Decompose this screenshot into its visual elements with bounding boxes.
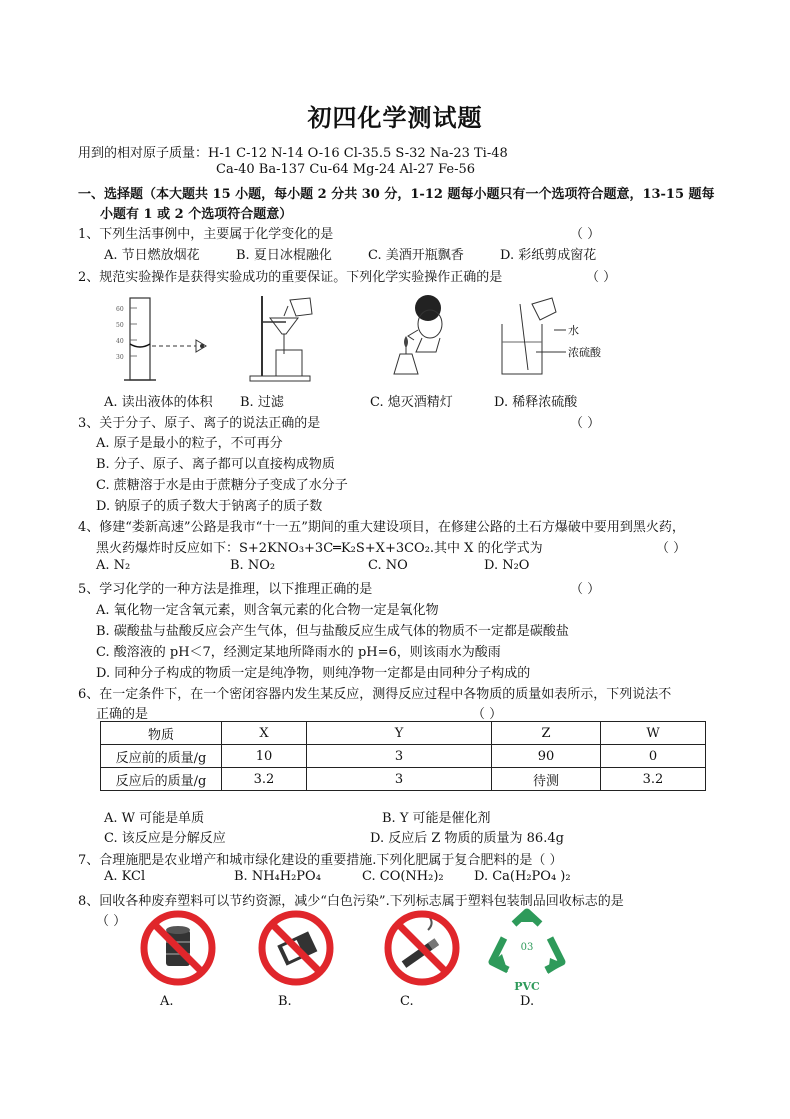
- q3-option-d: D. 钠原子的质子数大于钠离子的质子数: [96, 499, 323, 514]
- no-matches-sign-icon: [256, 908, 336, 988]
- table-header-cell: Y: [307, 722, 492, 745]
- q5-stem: 5、学习化学的一种方法是推理，以下推理正确的是: [78, 582, 373, 597]
- q4-stem-line-2: 黑火药爆炸时反应如下：S+2KNO₃+3C═K₂S+X+3CO₂.其中 X 的化学式为: [96, 541, 543, 556]
- svg-text:30: 30: [116, 354, 124, 361]
- q5-option-b: B. 碳酸盐与盐酸反应会产生气体，但与盐酸反应生成气体的物质不一定都是碳酸盐: [96, 624, 569, 639]
- q5-option-a: A. 氧化物一定含氧元素，则含氧元素的化合物一定是氧化物: [96, 603, 439, 618]
- q8-stem-line-1: 8、回收各种废弃塑料可以节约资源，减少“白色污染”.下列标志属于塑料包装制品回收标志的是: [78, 894, 624, 909]
- table-row: [101, 768, 706, 791]
- table-cell: 3: [307, 745, 492, 768]
- q6-option-d: D. 反应后 Z 物质的质量为 86.4g: [370, 831, 564, 846]
- q2-option-b: B. 过滤: [240, 395, 284, 410]
- recycle-pvc-icon: [484, 906, 570, 992]
- label-concentrated-acid: 浓硫酸: [568, 346, 601, 359]
- table-header-cell: Z: [492, 722, 601, 745]
- q2-stem: 2、规范实验操作是获得实验成功的重要保证。下列化学实验操作正确的是: [78, 270, 503, 285]
- q3-stem: 3、关于分子、原子、离子的说法正确的是: [78, 416, 321, 431]
- table-row: [101, 745, 706, 768]
- q3-option-a: A. 原子是最小的粒子，不可再分: [96, 436, 283, 451]
- q1-answer-paren: （ ）: [570, 227, 601, 242]
- q1-stem: 1、下列生活事例中，主要属于化学变化的是: [78, 227, 334, 242]
- table-cell: 10: [222, 745, 307, 768]
- q6-stem-line-1: 6、在一定条件下，在一个密闭容器内发生某反应，测得反应过程中各物质的质量如表所示，下列说法不: [78, 687, 672, 702]
- q6-option-a: A. W 可能是单质: [104, 811, 205, 826]
- q5-option-d: D. 同种分子构成的物质一定是纯净物，则纯净物一定都是由同种分子构成的: [96, 666, 531, 681]
- atomic-mass-line-1: 用到的相对原子质量：H-1 C-12 N-14 O-16 Cl-35.5 S-32 Na-23 Ti-48: [78, 146, 508, 161]
- q3-answer-paren: （ ）: [570, 416, 601, 431]
- q2-answer-paren: （ ）: [586, 270, 617, 285]
- q7-option-c: C. CO(NH₂)₂: [362, 869, 444, 884]
- q4-option-b: B. NO₂: [230, 558, 276, 573]
- section-heading-line-1: 一、选择题（本大题共 15 小题，每小题 2 分共 30 分，1-12 题每小题只有一个选项符合题意，13-15 题每: [78, 187, 715, 202]
- filtration-figure: [240, 292, 330, 384]
- q4-option-d: D. N₂O: [484, 558, 530, 573]
- dilute-sulfuric-acid-figure: [492, 294, 602, 384]
- graduated-cylinder-figure: [110, 294, 220, 384]
- q6-option-b: B. Y 可能是催化剂: [382, 811, 491, 826]
- table-cell: 待测: [492, 768, 601, 791]
- no-barrel-sign-icon: [138, 908, 218, 988]
- q8-option-a: A.: [160, 994, 174, 1009]
- q7-stem: 7、合理施肥是农业增产和城市绿化建设的重要措施.下列化肥属于复合肥料的是（ ）: [78, 853, 563, 868]
- q1-option-d: D. 彩纸剪成窗花: [500, 248, 597, 263]
- q3-option-b: B. 分子、原子、离子都可以直接构成物质: [96, 457, 335, 472]
- mass-data-table: [100, 721, 706, 791]
- q4-answer-paren: （ ）: [656, 541, 687, 556]
- table-cell: 90: [492, 745, 601, 768]
- recycle-code: PVC: [514, 980, 540, 992]
- svg-text:50: 50: [116, 322, 124, 329]
- q1-option-b: B. 夏日冰棍融化: [236, 248, 332, 263]
- table-cell: 0: [601, 745, 706, 768]
- q1-option-a: A. 节日燃放烟花: [104, 248, 200, 263]
- section-heading-line-2: 小题有 1 或 2 个选项符合题意）: [100, 207, 293, 222]
- page-title: 初四化学测试题: [307, 103, 483, 132]
- table-cell: 3: [307, 768, 492, 791]
- no-smoking-sign-icon: [382, 908, 462, 988]
- table-header-cell: 物质: [101, 722, 222, 745]
- q2-option-d: D. 稀释浓硫酸: [494, 395, 578, 410]
- q2-option-c: C. 熄灭酒精灯: [370, 395, 453, 410]
- q7-option-d: D. Ca(H₂PO₄ )₂: [474, 869, 571, 884]
- table-cell: 反应前的质量/g: [101, 745, 222, 768]
- table-cell: 3.2: [601, 768, 706, 791]
- atomic-mass-line-2: Ca-40 Ba-137 Cu-64 Mg-24 Al-27 Fe-56: [216, 162, 476, 177]
- q2-option-a: A. 读出液体的体积: [104, 395, 213, 410]
- q1-option-c: C. 美酒开瓶飘香: [368, 248, 464, 263]
- q8-option-b: B.: [278, 994, 292, 1009]
- table-cell: 反应后的质量/g: [101, 768, 222, 791]
- q5-answer-paren: （ ）: [570, 582, 601, 597]
- q6-option-c: C. 该反应是分解反应: [104, 831, 226, 846]
- q8-option-d: D.: [520, 994, 535, 1009]
- blow-out-alcohol-lamp-figure: [378, 288, 468, 384]
- q4-stem-line-1: 4、修建“娄新高速”公路是我市“十一五”期间的重大建设项目，在修建公路的土石方爆破中要用到黑火药，: [78, 520, 685, 535]
- q5-option-c: C. 酸溶液的 pH＜7，经测定某地所降雨水的 pH=6，则该雨水为酸雨: [96, 645, 501, 660]
- table-header-cell: W: [601, 722, 706, 745]
- q6-stem-line-2: 正确的是: [96, 707, 149, 722]
- q8-answer-paren: （ ）: [96, 914, 127, 929]
- q3-option-c: C. 蔗糖溶于水是由于蔗糖分子变成了水分子: [96, 478, 348, 493]
- table-header-cell: X: [222, 722, 307, 745]
- q4-option-c: C. NO: [368, 558, 408, 573]
- table-header-row: [101, 722, 706, 745]
- q8-option-c: C.: [400, 994, 414, 1009]
- table-cell: 3.2: [222, 768, 307, 791]
- svg-text:40: 40: [116, 338, 124, 345]
- q4-option-a: A. N₂: [96, 558, 131, 573]
- q6-answer-paren: （ ）: [472, 707, 503, 722]
- recycle-number: 03: [520, 942, 534, 953]
- q7-option-b: B. NH₄H₂PO₄: [234, 869, 321, 884]
- svg-text:60: 60: [116, 306, 124, 313]
- label-water: 水: [568, 324, 579, 337]
- q7-option-a: A. KCl: [104, 869, 146, 884]
